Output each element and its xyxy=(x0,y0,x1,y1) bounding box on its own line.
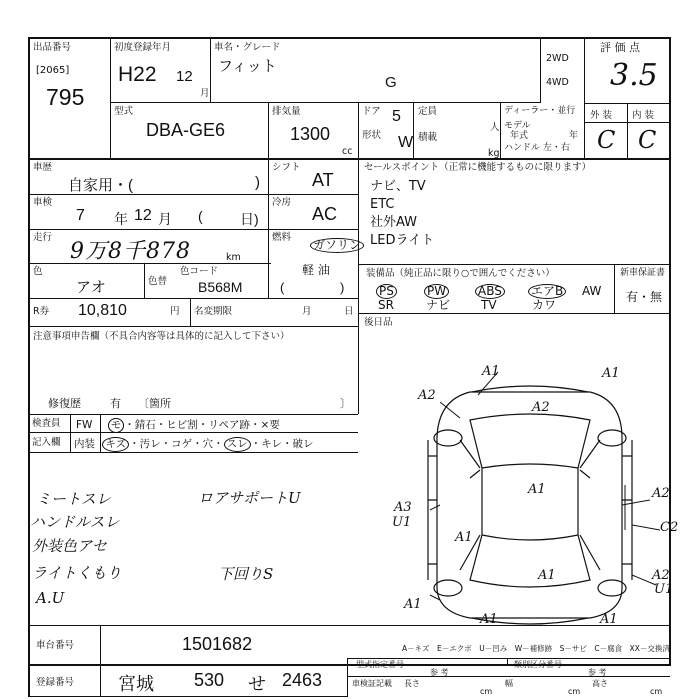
equip-abs: ABS xyxy=(475,284,505,299)
history-value: 自家用・( xyxy=(68,177,133,194)
color-code-paren-close: ) xyxy=(340,280,345,295)
class-cert-sub: 参 考 xyxy=(588,668,607,677)
reg-class: 530 xyxy=(194,670,225,690)
equip-ps: PS xyxy=(376,284,397,299)
equip-airbag: エアB xyxy=(528,284,566,299)
repair-close: 〕 xyxy=(340,397,351,410)
score-value: 3.5 xyxy=(610,58,658,93)
door-label: ドア xyxy=(362,106,381,117)
hw-note: ミートスレ xyxy=(36,490,111,508)
height-label: 高さ xyxy=(592,679,608,688)
cc-label: 排気量 xyxy=(272,106,301,117)
inspect-year-unit: 年 xyxy=(114,211,128,227)
notes-label: 注意事項申告欄（不具合内容等は具体的に記入して下さい） xyxy=(33,331,290,342)
fuel-gasoline: ガソリン xyxy=(310,238,364,253)
hw-note: 下回りS xyxy=(218,565,274,583)
shift-label: シフト xyxy=(272,162,301,173)
fuel-diesel: 軽 油 xyxy=(302,263,330,277)
damage-mark: A1 xyxy=(602,366,620,381)
afterday-label: 後日品 xyxy=(364,317,393,328)
sales-point: ETC xyxy=(370,197,395,212)
load-unit: kg xyxy=(488,148,500,159)
damage-mark: A1 xyxy=(538,568,556,583)
koge-code: ・コゲ・穴・ xyxy=(160,438,224,450)
month-unit: 月 xyxy=(200,88,210,99)
sabiishi-code: ・錆石 xyxy=(124,419,156,431)
repair-value: 有 xyxy=(110,397,121,410)
equip-pw: PW xyxy=(424,284,449,299)
lot-label: 出品番号 xyxy=(33,42,72,53)
sales-point: 社外AW xyxy=(370,215,418,230)
fw-code: FW xyxy=(76,419,93,431)
damage-mark: A1 xyxy=(455,530,473,545)
color-code-paren-open: ( xyxy=(280,280,285,295)
mileage-label: 走行 xyxy=(33,232,53,243)
capacity-unit: 人 xyxy=(490,122,500,133)
hw-note: A.U xyxy=(36,589,65,607)
color-change-label: 色替 xyxy=(148,276,168,287)
reg-region: 宮城 xyxy=(118,674,154,694)
hw-note: ハンドルスレ xyxy=(30,513,120,531)
inspector-label: 検査員 xyxy=(32,418,61,429)
interior-code: 内装 xyxy=(74,438,95,450)
height-unit: cm xyxy=(650,687,663,696)
type-cert-label: 型式指定番号 xyxy=(356,660,404,669)
chassis-label: 車台番号 xyxy=(36,640,75,651)
doors: 5 xyxy=(392,108,401,125)
score-label: 評 価 点 xyxy=(600,41,640,54)
damage-mark: U1 xyxy=(654,582,674,597)
yogore-code: ・汚レ xyxy=(129,438,161,450)
load-label: 積載 xyxy=(418,132,438,143)
kizu-code: キズ xyxy=(102,437,129,452)
damage-mark: A2 xyxy=(532,400,550,415)
handle-label: ハンドル 左・右 xyxy=(504,143,570,153)
model-year-label: モデル xyxy=(504,121,531,131)
first-reg-label: 初度登録年月 xyxy=(114,42,172,53)
damage-legend: A－キズ E－エクボ U－凹み W－補修跡 S－サビ C－腐食 XX－交換済 xyxy=(402,644,670,653)
hw-note: ロアサポートU xyxy=(198,489,301,507)
repair-place: 〔箇所 xyxy=(138,397,171,410)
reg-label: 登録番号 xyxy=(36,677,75,688)
car-name-label: 車名・グレード xyxy=(214,42,281,53)
sure-code: スレ xyxy=(224,437,251,452)
damage-mark: A2 xyxy=(652,568,670,583)
body-shape: W xyxy=(398,134,414,151)
damage-mark: A2 xyxy=(652,486,670,501)
repair-label: 修復歴 xyxy=(48,397,81,410)
r-amount: 10,810 xyxy=(78,302,127,319)
mo-code: モ xyxy=(108,418,125,433)
first-reg-era: H22 xyxy=(118,63,157,86)
hw-note: 外装色アセ xyxy=(32,537,107,555)
inspect-day-unit: 日) xyxy=(240,211,259,227)
shift-value: AT xyxy=(312,170,334,190)
dims-label: 車検証記載 xyxy=(352,679,392,688)
tax-month-unit: 月 xyxy=(302,306,312,317)
grade: G xyxy=(385,74,397,91)
equip-navi: ナビ xyxy=(426,298,451,312)
dealer-label: ディーラー・並行 xyxy=(504,106,576,116)
displacement: 1300 xyxy=(290,124,331,144)
hw-note: ライトくもり xyxy=(32,564,122,582)
damage-mark: A1 xyxy=(600,612,618,627)
record-label: 記入欄 xyxy=(32,437,61,448)
kire-code: ・キレ・破レ xyxy=(250,438,314,450)
equip-leather: カワ xyxy=(532,298,557,312)
damage-mark: U1 xyxy=(392,515,412,530)
r-amount-unit: 円 xyxy=(170,306,180,317)
history-label: 車歴 xyxy=(33,162,53,173)
inspector-row-1 xyxy=(76,417,280,433)
color-value: アオ xyxy=(76,279,106,296)
damage-mark: A1 xyxy=(480,612,498,627)
width-unit: cm xyxy=(568,687,581,696)
reg-serial: 2463 xyxy=(282,670,323,690)
int-label: 内 装 xyxy=(632,110,655,121)
drive-4wd: 4WD xyxy=(546,77,569,88)
equip-tv: TV xyxy=(481,298,497,312)
color-label: 色 xyxy=(33,266,43,277)
damage-mark: A1 xyxy=(528,482,546,497)
shape-label: 形状 xyxy=(362,130,382,141)
inspect-day-paren: ( xyxy=(198,208,203,224)
color-code: B568M xyxy=(198,279,243,295)
sales-label: セールスポイント（正常に機能するものに限ります） xyxy=(364,162,592,173)
tax-label: 名変期限 xyxy=(194,306,233,317)
ac-value: AC xyxy=(312,204,338,224)
ac-label: 冷房 xyxy=(272,197,292,208)
inspect-month-unit: 月 xyxy=(158,211,172,227)
inspect-year: 7 xyxy=(76,207,85,224)
warranty-value: 有・無 xyxy=(626,290,663,304)
damage-mark: A1 xyxy=(482,364,500,379)
damage-mark: A3 xyxy=(394,500,412,515)
inspector-row-2 xyxy=(74,436,314,452)
mileage-unit: km xyxy=(226,252,241,263)
history-close: ) xyxy=(255,174,260,191)
class-cert-label: 類別区分番号 xyxy=(514,660,562,669)
inspect-label: 車検 xyxy=(33,197,53,208)
equip-aw: AW xyxy=(582,284,602,298)
ext-label: 外 装 xyxy=(590,110,613,121)
year-unit: 年 xyxy=(569,131,579,141)
mileage-value: 9万8千878 xyxy=(70,239,191,264)
reg-hiragana: せ xyxy=(248,674,266,694)
model-code: DBA-GE6 xyxy=(146,120,226,140)
width-label: 幅 xyxy=(505,679,513,688)
model-label: 型式 xyxy=(114,106,134,117)
cc-unit: cc xyxy=(342,146,353,157)
color-code-label: 色コード xyxy=(180,266,219,277)
sales-points xyxy=(370,178,434,250)
fuel-label: 燃料 xyxy=(272,232,292,243)
int-grade: C xyxy=(638,126,657,154)
capacity-label: 定員 xyxy=(418,106,438,117)
length-unit: cm xyxy=(480,687,493,696)
inspect-month: 12 xyxy=(134,207,152,224)
equip-sr: SR xyxy=(378,298,394,312)
tax-day-unit: 日 xyxy=(344,306,354,317)
chassis-number: 1501682 xyxy=(182,634,253,654)
lot-sub: [2065] xyxy=(36,65,70,76)
damage-mark: A2 xyxy=(418,388,436,403)
length-label: 長さ xyxy=(404,679,420,688)
type-cert-sub: 参 考 xyxy=(430,668,449,677)
year-label: 年式 xyxy=(510,131,529,141)
r-label: R券 xyxy=(33,306,50,317)
damage-mark: A1 xyxy=(404,597,422,612)
equip-label: 装備品（純正品に限り○で囲んでください） xyxy=(366,268,555,279)
drive-2wd: 2WD xyxy=(546,53,569,64)
sales-point: LEDライト xyxy=(370,233,435,248)
first-reg-month: 12 xyxy=(176,68,193,85)
lot-number: 795 xyxy=(46,84,85,110)
ext-grade: C xyxy=(597,126,616,154)
sales-point: ナビ、TV xyxy=(370,179,426,194)
row1-rest: ・ヒビ割・リペア跡・×要 xyxy=(155,419,280,431)
damage-mark: C2 xyxy=(660,520,679,535)
warranty-label: 新車保証書 xyxy=(620,268,666,278)
car-name: フィット xyxy=(218,58,277,75)
